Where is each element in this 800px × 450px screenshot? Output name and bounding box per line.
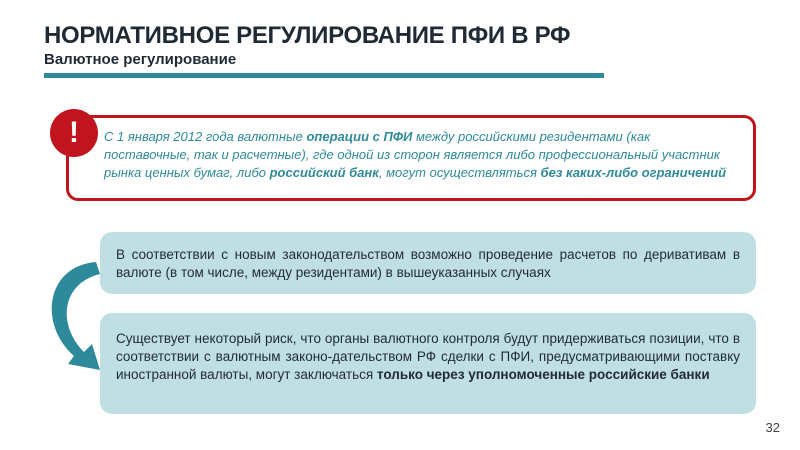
slide-title: НОРМАТИВНОЕ РЕГУЛИРОВАНИЕ ПФИ В РФ xyxy=(44,22,571,49)
title-underline xyxy=(44,73,604,78)
info-card-settlement-text: В соответствии с новым законодательством возможно проведение расчетов по деривативам в валюте (в том числе, между резидентами) в вышеуказанных случаях xyxy=(116,247,740,280)
alert-text: С 1 января 2012 года валютные операции с ПФИ между российскими резидентами (как поставочные, так и расчетные), где одной из сторон является либо профессиональный участник рынка ценных бумаг, либо российский банк, могут осуществляться без каких-либо ограничений xyxy=(104,129,727,180)
page-number: 32 xyxy=(765,420,780,435)
exclamation-icon: ! xyxy=(50,109,98,157)
alert-bold-operations: операции с ПФИ xyxy=(306,129,413,144)
alert-bold-no-limits: без каких-либо ограничений xyxy=(540,165,727,180)
risk-bold-text: только через уполномоченные российские банки xyxy=(376,367,710,382)
info-card-risk: Существует некоторый риск, что органы валютного контроля будут придерживаться позиции, что в соответствии с валютным законо-дательством РФ сделки с ПФИ, предусматривающими поставку иностранной валюты, могут заключаться только через уполномоченные российские банки xyxy=(100,313,756,414)
slide-subtitle: Валютное регулирование xyxy=(44,51,237,68)
curved-arrow-icon xyxy=(30,250,106,380)
info-card-settlement xyxy=(100,232,756,294)
alert-bold-bank: российский банк xyxy=(269,165,379,180)
